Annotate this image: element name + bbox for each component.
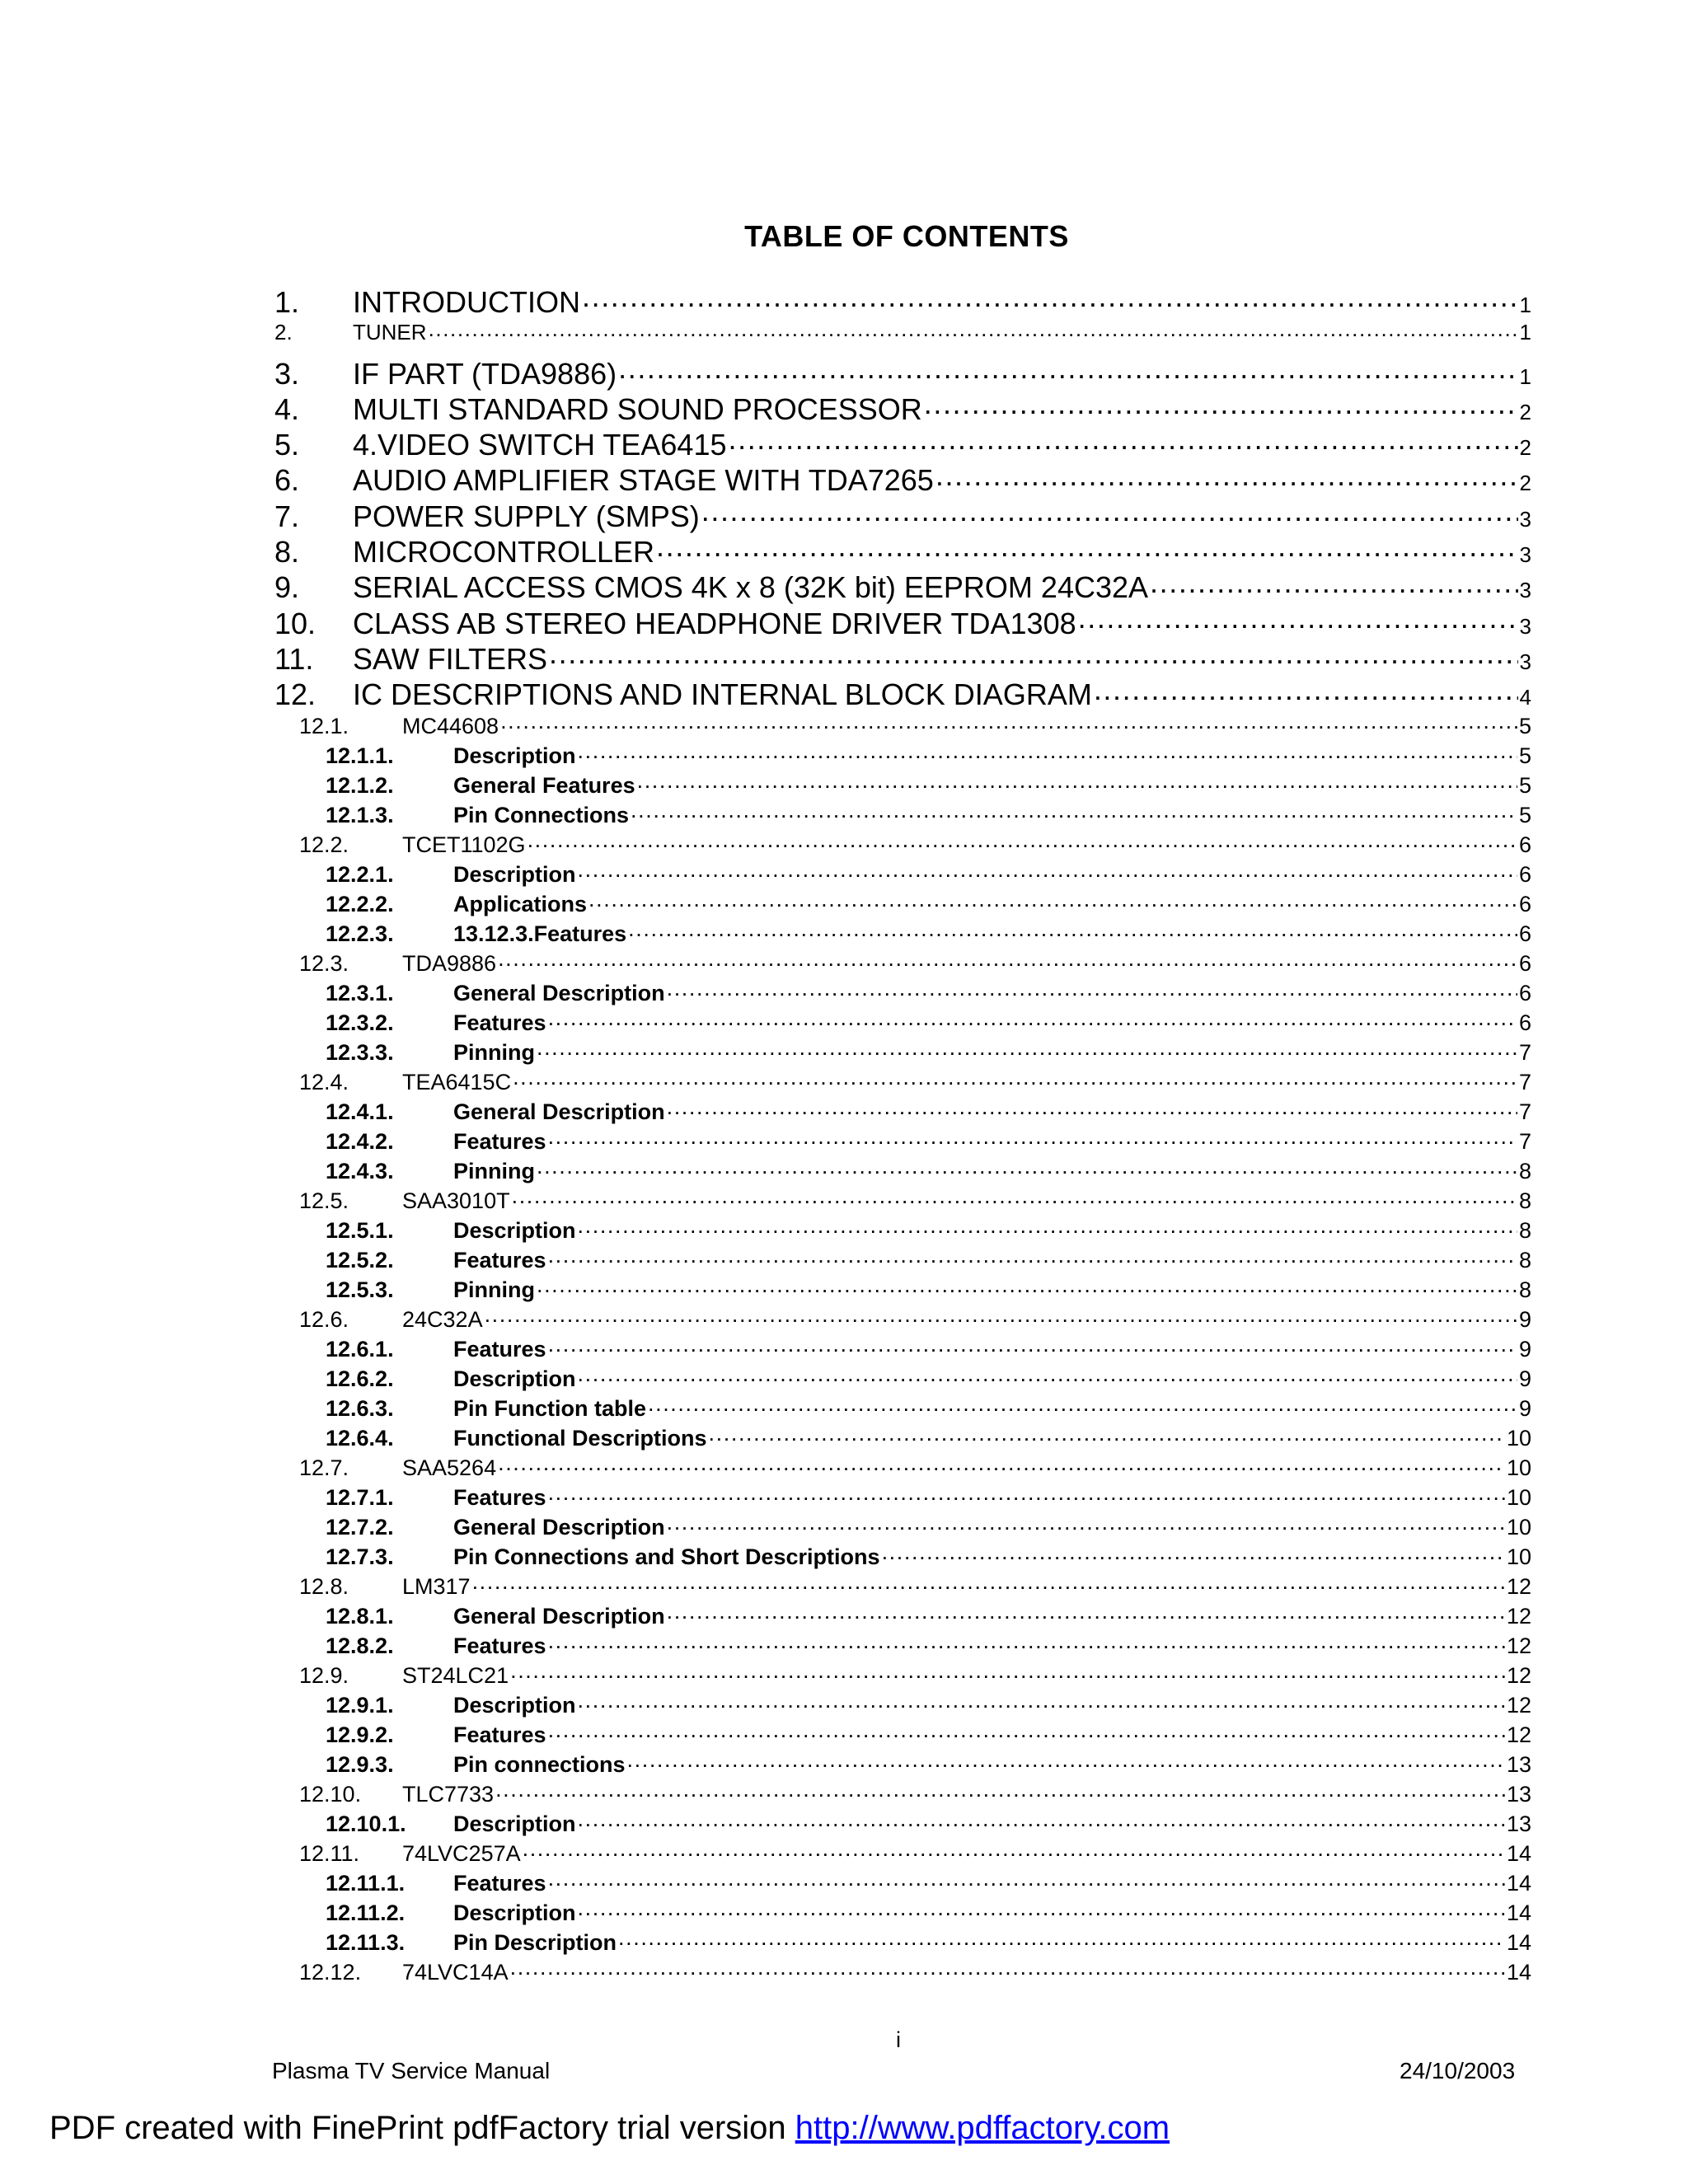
toc-entry[interactable] — [274, 390, 1531, 425]
toc-entry-number: 5. — [274, 428, 300, 462]
toc-entry[interactable] — [274, 1601, 1531, 1631]
toc-dot-leader — [637, 771, 1517, 793]
toc-entry-page: 9 — [1518, 1336, 1531, 1361]
toc-entry-number: 12.11.1. — [326, 1870, 406, 1896]
toc-entry-number: 12.5.1. — [326, 1217, 394, 1243]
toc-entry-title: SERIAL ACCESS CMOS 4K x 8 (32K bit) EEPROM 24C32A — [353, 570, 1149, 605]
toc-entry-number: 12.3. — [299, 950, 349, 976]
toc-entry-page: 9 — [1518, 1306, 1531, 1332]
toc-entry-title: Description — [453, 1692, 576, 1718]
toc-entry[interactable] — [274, 1008, 1531, 1038]
toc-dot-leader — [1078, 604, 1518, 634]
toc-dot-leader — [512, 1186, 1517, 1208]
toc-entry[interactable] — [274, 830, 1531, 860]
toc-entry-number: 12.11.3. — [326, 1929, 406, 1955]
toc-entry-page: 3 — [1519, 542, 1531, 568]
toc-entry-title: Pin Function table — [453, 1395, 646, 1421]
toc-dot-leader — [618, 1928, 1505, 1950]
toc-entry-number: 12.10.1. — [326, 1811, 406, 1836]
toc-entry-page: 3 — [1519, 613, 1531, 639]
toc-entry[interactable] — [274, 1898, 1531, 1928]
toc-entry-title: Features — [453, 1128, 546, 1154]
toc-entry-page: 12 — [1506, 1633, 1531, 1658]
toc-entry[interactable] — [274, 354, 1531, 390]
toc-entry-page: 1 — [1519, 363, 1531, 389]
toc-dot-leader — [656, 532, 1518, 562]
toc-dot-leader — [578, 860, 1517, 882]
toc-entry-page: 7 — [1518, 1099, 1531, 1124]
toc-entry-page: 14 — [1506, 1929, 1531, 1955]
toc-dot-leader — [728, 425, 1517, 455]
toc-entry-title: General Description — [453, 980, 665, 1005]
toc-entry-number: 12.5.2. — [326, 1247, 394, 1272]
toc-entry[interactable] — [274, 1423, 1531, 1453]
toc-entry[interactable] — [274, 1690, 1531, 1720]
toc-entry-title: TUNER — [353, 320, 427, 345]
toc-entry-number: 12.5.3. — [326, 1277, 394, 1302]
toc-dot-leader — [537, 1275, 1517, 1297]
toc-dot-leader — [528, 830, 1517, 852]
toc-entry-page: 12 — [1506, 1573, 1531, 1599]
toc-entry-number: 12.3.1. — [326, 980, 394, 1005]
toc-dot-leader — [648, 1394, 1517, 1416]
toc-entry-page: 1 — [1519, 293, 1531, 317]
toc-entry-title: Pinning — [453, 1277, 535, 1302]
toc-entry-title: Description — [453, 1900, 576, 1925]
toc-entry[interactable] — [274, 1394, 1531, 1423]
toc-entry-page: 5 — [1518, 713, 1531, 738]
toc-dot-leader — [548, 1008, 1517, 1030]
toc-entry-number: 12.2.2. — [326, 891, 394, 916]
toc-entry-title: Pinning — [453, 1039, 535, 1065]
toc-entry-number: 12.9. — [299, 1662, 349, 1688]
toc-dot-leader — [701, 497, 1518, 527]
toc-entry[interactable] — [274, 1156, 1531, 1186]
toc-entry[interactable] — [274, 1839, 1531, 1868]
toc-dot-leader — [523, 1839, 1505, 1861]
toc-dot-leader — [924, 390, 1518, 419]
toc-dot-leader — [582, 283, 1518, 312]
pdf-creator-note — [49, 2110, 1170, 2147]
toc-entry-title: Description — [453, 743, 576, 768]
toc-entry-number: 12.10. — [299, 1781, 362, 1807]
toc-dot-leader — [667, 1097, 1517, 1119]
toc-entry-number: 12.2.3. — [326, 921, 394, 946]
toc-entry-number: 12.6. — [299, 1306, 349, 1332]
toc-entry-title: SAA5264 — [402, 1455, 497, 1480]
toc-entry-number: 12.6.1. — [326, 1336, 394, 1361]
toc-entry-title: Pin connections — [453, 1751, 626, 1777]
toc-entry-number: 12.1.3. — [326, 802, 394, 827]
toc-entry-title: Features — [453, 1484, 546, 1510]
toc-entry[interactable] — [274, 1868, 1531, 1898]
toc-entry-page: 2 — [1519, 471, 1531, 496]
table-of-contents — [274, 283, 1531, 1987]
toc-entry-number: 12.2. — [299, 832, 349, 857]
toc-entry-page: 7 — [1518, 1069, 1531, 1094]
toc-entry-title: Pin Connections — [453, 802, 630, 827]
toc-entry[interactable] — [274, 1542, 1531, 1572]
toc-entry-page: 9 — [1518, 1366, 1531, 1391]
toc-entry[interactable] — [274, 800, 1531, 830]
toc-entry-number: 12.3.2. — [326, 1010, 394, 1035]
toc-entry-page: 13 — [1506, 1811, 1531, 1836]
toc-entry-page: 3 — [1519, 506, 1531, 532]
toc-entry[interactable] — [274, 889, 1531, 919]
toc-entry[interactable] — [274, 1216, 1531, 1245]
toc-dot-leader — [548, 1631, 1505, 1653]
toc-entry-title: MICROCONTROLLER — [353, 535, 655, 569]
toc-entry-page: 6 — [1518, 832, 1531, 857]
toc-dot-leader — [627, 1750, 1505, 1772]
toc-dot-leader — [709, 1423, 1505, 1446]
toc-entry-title: TDA9886 — [402, 950, 497, 976]
toc-entry-page: 6 — [1518, 950, 1531, 976]
toc-dot-leader — [618, 354, 1517, 384]
toc-entry-page: 8 — [1518, 1188, 1531, 1213]
toc-entry-number: 12.1. — [299, 713, 349, 738]
toc-entry-page: 5 — [1518, 772, 1531, 798]
toc-entry-title: General Features — [453, 772, 635, 798]
toc-entry-title: 13.12.3.Features — [453, 921, 627, 946]
toc-entry[interactable] — [274, 1720, 1531, 1750]
toc-entry-title: Pinning — [453, 1158, 535, 1183]
toc-entry[interactable] — [274, 711, 1531, 741]
toc-entry[interactable] — [274, 1928, 1531, 1957]
toc-entry-number: 12.8.2. — [326, 1633, 394, 1658]
toc-entry-number: 12.4. — [299, 1069, 349, 1094]
toc-entry-page: 8 — [1518, 1217, 1531, 1243]
toc-entry-title: Description — [453, 1366, 576, 1391]
toc-entry-number: 12.7.1. — [326, 1484, 394, 1510]
toc-entry-number: 12.3.3. — [326, 1039, 394, 1065]
toc-entry-title: IC DESCRIPTIONS AND INTERNAL BLOCK DIAGRAM — [353, 677, 1092, 712]
toc-entry[interactable] — [274, 741, 1531, 771]
toc-dot-leader — [510, 1661, 1505, 1683]
toc-entry-page: 8 — [1518, 1247, 1531, 1272]
toc-entry-number: 12.6.4. — [326, 1425, 394, 1451]
toc-entry-title: Description — [453, 1811, 576, 1836]
toc-entry-page: 8 — [1518, 1277, 1531, 1302]
toc-dot-leader — [578, 1364, 1517, 1386]
toc-entry-number: 12.11. — [299, 1840, 360, 1866]
toc-entry[interactable] — [274, 1186, 1531, 1216]
toc-entry[interactable] — [274, 1779, 1531, 1809]
toc-entry[interactable] — [274, 1275, 1531, 1305]
toc-entry-title: General Description — [453, 1603, 665, 1629]
toc-dot-leader — [498, 1453, 1505, 1475]
toc-entry-title: SAW FILTERS — [353, 641, 548, 676]
toc-entry[interactable] — [274, 283, 1531, 318]
toc-entry-title: Description — [453, 1217, 576, 1243]
toc-entry[interactable] — [274, 1512, 1531, 1542]
toc-entry-title: Features — [453, 1722, 546, 1747]
toc-entry[interactable] — [274, 1067, 1531, 1097]
toc-entry[interactable] — [274, 568, 1531, 603]
toc-dot-leader — [495, 1779, 1505, 1802]
toc-entry[interactable] — [274, 1097, 1531, 1127]
toc-dot-leader — [548, 1720, 1505, 1742]
toc-dot-leader — [578, 1690, 1505, 1713]
toc-entry-page: 12 — [1506, 1692, 1531, 1718]
toc-entry-title: ST24LC21 — [402, 1662, 509, 1688]
toc-dot-leader — [588, 889, 1517, 912]
toc-entry-number: 10. — [274, 606, 316, 640]
toc-entry-title: CLASS AB STEREO HEADPHONE DRIVER TDA1308 — [353, 606, 1076, 640]
toc-entry-number: 12.7.2. — [326, 1514, 394, 1540]
toc-entry-page: 10 — [1506, 1455, 1531, 1480]
toc-entry-number: 12.7.3. — [326, 1544, 394, 1569]
toc-entry[interactable] — [274, 1483, 1531, 1512]
toc-entry[interactable] — [274, 497, 1531, 532]
toc-entry-page: 6 — [1518, 861, 1531, 887]
toc-entry-number: 9. — [274, 570, 300, 605]
toc-entry-number: 12.1.1. — [326, 743, 394, 768]
toc-entry-page: 12 — [1506, 1603, 1531, 1629]
toc-entry[interactable] — [274, 1453, 1531, 1483]
toc-dot-leader — [667, 1601, 1505, 1624]
toc-entry-number: 8. — [274, 535, 300, 569]
toc-entry-title: Features — [453, 1633, 546, 1658]
toc-entry[interactable] — [274, 1245, 1531, 1275]
toc-entry[interactable] — [274, 640, 1531, 675]
toc-entry-page: 2 — [1519, 399, 1531, 424]
toc-dot-leader — [498, 949, 1517, 971]
toc-entry-page: 3 — [1519, 578, 1531, 603]
toc-entry[interactable] — [274, 860, 1531, 889]
toc-entry-page: 14 — [1506, 1959, 1531, 1985]
footer-date: 24/10/2003 — [1400, 2058, 1516, 2083]
toc-entry-page: 14 — [1506, 1900, 1531, 1925]
toc-entry-page: 9 — [1518, 1395, 1531, 1421]
toc-entry-title: Features — [453, 1336, 546, 1361]
toc-entry[interactable] — [274, 1334, 1531, 1364]
toc-dot-leader — [472, 1572, 1505, 1594]
toc-entry-page: 8 — [1518, 1158, 1531, 1183]
toc-dot-leader — [667, 978, 1517, 1001]
toc-dot-leader — [1150, 568, 1518, 598]
toc-dot-leader — [513, 1067, 1517, 1090]
toc-entry-number: 12.6.2. — [326, 1366, 394, 1391]
toc-entry[interactable] — [274, 1957, 1531, 1987]
toc-entry-number: 12.11.2. — [326, 1900, 406, 1925]
toc-dot-leader — [500, 711, 1517, 733]
toc-entry-number: 12.8. — [299, 1573, 349, 1599]
toc-dot-leader — [537, 1038, 1517, 1060]
toc-entry-title: Applications — [453, 891, 588, 916]
toc-entry[interactable] — [274, 1572, 1531, 1601]
toc-dot-leader — [548, 1127, 1517, 1149]
toc-entry-page: 10 — [1506, 1484, 1531, 1510]
toc-entry-title: INTRODUCTION — [353, 285, 580, 319]
toc-entry-title: IF PART (TDA9886) — [353, 356, 617, 391]
toc-dot-leader — [549, 640, 1518, 669]
toc-dot-leader — [548, 1334, 1517, 1357]
toc-entry-page: 6 — [1518, 921, 1531, 946]
toc-entry[interactable] — [274, 604, 1531, 640]
toc-entry[interactable] — [274, 1127, 1531, 1156]
toc-entry-number: 12.1.2. — [326, 772, 394, 798]
toc-entry-title: SAA3010T — [402, 1188, 510, 1213]
toc-entry-page: 6 — [1518, 980, 1531, 1005]
toc-entry-number: 12.4.2. — [326, 1128, 394, 1154]
toc-entry-title: Features — [453, 1870, 546, 1896]
footer-document-title: Plasma TV Service Manual — [272, 2058, 551, 2083]
toc-entry-page: 12 — [1506, 1662, 1531, 1688]
toc-dot-leader — [578, 1898, 1505, 1920]
toc-entry-title: Features — [453, 1010, 546, 1035]
toc-entry-number: 12.7. — [299, 1455, 349, 1480]
toc-entry-number: 2. — [274, 320, 293, 345]
toc-entry-title: Description — [453, 861, 576, 887]
toc-entry-number: 12.2.1. — [326, 861, 394, 887]
toc-entry-page: 13 — [1506, 1751, 1531, 1777]
toc-entry-number: 6. — [274, 463, 300, 498]
toc-entry-number: 12.9.1. — [326, 1692, 394, 1718]
toc-dot-leader — [578, 1809, 1505, 1831]
toc-dot-leader — [578, 1216, 1517, 1238]
toc-entry-title: POWER SUPPLY (SMPS) — [353, 499, 700, 533]
toc-dot-leader — [537, 1156, 1517, 1179]
toc-dot-leader — [667, 1512, 1505, 1535]
toc-entry-number: 12.6.3. — [326, 1395, 394, 1421]
toc-entry-title: 24C32A — [402, 1306, 483, 1332]
toc-dot-leader — [548, 1868, 1505, 1891]
toc-entry-page: 14 — [1506, 1840, 1531, 1866]
pdffactory-link[interactable]: http://www.pdffactory.com — [795, 2110, 1170, 2146]
toc-entry-page: 10 — [1506, 1514, 1531, 1540]
toc-entry-number: 12.8.1. — [326, 1603, 394, 1629]
toc-entry[interactable] — [274, 1809, 1531, 1839]
toc-entry[interactable] — [274, 675, 1531, 710]
toc-entry[interactable] — [274, 949, 1531, 978]
toc-entry-title: TLC7733 — [402, 1781, 495, 1807]
toc-entry-page: 5 — [1518, 802, 1531, 827]
toc-dot-leader — [628, 919, 1517, 941]
toc-entry-title: LM317 — [402, 1573, 471, 1599]
toc-entry[interactable] — [274, 1750, 1531, 1779]
toc-entry-number: 3. — [274, 356, 300, 391]
toc-entry-title: Features — [453, 1247, 546, 1272]
toc-entry-title: 74LVC14A — [402, 1959, 509, 1985]
toc-entry-page: 7 — [1518, 1128, 1531, 1154]
toc-entry-number: 11. — [274, 641, 314, 676]
toc-entry-page: 13 — [1506, 1781, 1531, 1807]
toc-entry-page: 2 — [1519, 435, 1531, 461]
toc-entry-number: 12.4.3. — [326, 1158, 394, 1183]
toc-entry[interactable] — [274, 1364, 1531, 1394]
toc-entry[interactable] — [274, 978, 1531, 1008]
toc-entry-title: General Description — [453, 1514, 665, 1540]
pdf-note-text: PDF created with FinePrint pdfFactory trial version — [49, 2110, 795, 2146]
toc-entry-page: 14 — [1506, 1870, 1531, 1896]
toc-entry-page: 10 — [1506, 1425, 1531, 1451]
toc-entry-title: 4.VIDEO SWITCH TEA6415 — [353, 428, 727, 462]
toc-entry-page: 6 — [1518, 1010, 1531, 1035]
toc-entry-title: Pin Description — [453, 1929, 617, 1955]
toc-entry-number: 12.5. — [299, 1188, 349, 1213]
toc-entry-page: 3 — [1519, 649, 1531, 674]
toc-entry-number: 4. — [274, 391, 300, 426]
toc-entry-page: 1 — [1519, 320, 1531, 345]
toc-entry[interactable] — [274, 771, 1531, 800]
toc-entry-page: 6 — [1518, 891, 1531, 916]
toc-entry-title: Pin Connections and Short Descriptions — [453, 1544, 880, 1569]
toc-entry-number: 12. — [274, 677, 316, 712]
toc-entry[interactable] — [274, 461, 1531, 496]
toc-entry[interactable] — [274, 1661, 1531, 1690]
toc-entry-title: TCET1102G — [402, 832, 526, 857]
toc-dot-leader — [882, 1542, 1505, 1564]
toc-entry-page: 5 — [1518, 743, 1531, 768]
toc-entry-title: MC44608 — [402, 713, 499, 738]
toc-entry-title: Functional Descriptions — [453, 1425, 707, 1451]
toc-dot-leader — [510, 1957, 1505, 1980]
toc-dot-leader — [1094, 675, 1518, 705]
toc-entry-number: 12.9.3. — [326, 1751, 394, 1777]
toc-entry-title: AUDIO AMPLIFIER STAGE WITH TDA7265 — [353, 463, 934, 498]
toc-dot-leader — [935, 461, 1518, 490]
toc-entry[interactable] — [274, 425, 1531, 461]
toc-entry-number: 12.4.1. — [326, 1099, 394, 1124]
page-title: TABLE OF CONTENTS — [744, 219, 1069, 253]
toc-entry-number: 12.9.2. — [326, 1722, 394, 1747]
toc-dot-leader — [578, 741, 1517, 763]
toc-entry-number: 1. — [274, 285, 300, 319]
toc-entry-page: 4 — [1519, 685, 1531, 710]
toc-dot-leader — [485, 1305, 1517, 1327]
toc-entry[interactable] — [274, 919, 1531, 949]
toc-entry-number: 12.12. — [299, 1959, 362, 1985]
toc-entry-page: 10 — [1506, 1544, 1531, 1569]
toc-entry[interactable] — [274, 532, 1531, 568]
toc-entry-title: TEA6415C — [402, 1069, 512, 1094]
toc-entry-page: 7 — [1518, 1039, 1531, 1065]
toc-entry-title: General Description — [453, 1099, 665, 1124]
footer-page-number: i — [896, 2027, 901, 2052]
toc-entry[interactable] — [274, 1038, 1531, 1067]
toc-entry-title: 74LVC257A — [402, 1840, 521, 1866]
toc-entry[interactable] — [274, 1631, 1531, 1661]
toc-dot-leader — [429, 318, 1518, 340]
toc-dot-leader — [548, 1483, 1505, 1505]
toc-dot-leader — [631, 800, 1517, 823]
toc-entry-page: 12 — [1506, 1722, 1531, 1747]
toc-entry-number: 7. — [274, 499, 300, 533]
toc-entry-title: MULTI STANDARD SOUND PROCESSOR — [353, 391, 922, 426]
toc-entry[interactable] — [274, 1305, 1531, 1334]
toc-dot-leader — [548, 1245, 1517, 1268]
toc-entry[interactable] — [274, 318, 1531, 354]
